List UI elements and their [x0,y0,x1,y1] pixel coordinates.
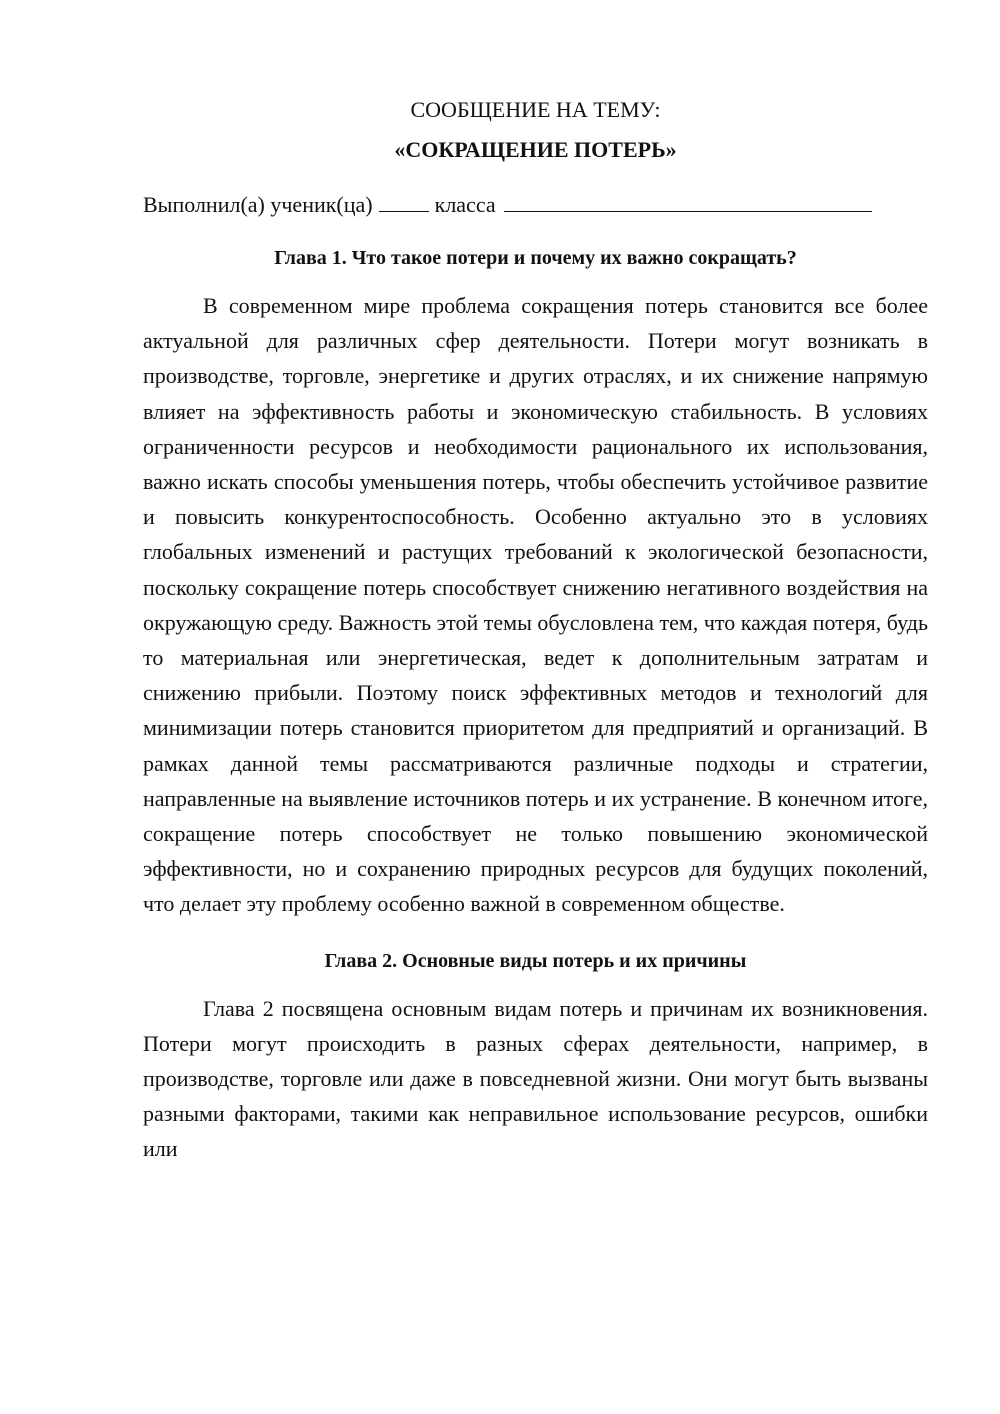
chapter-2-paragraph: Глава 2 посвящена основным видам потерь и причинам их возникновения. Потери могут происходить в разных сферах деятельности, например, в производстве, торговле или даже в повседневной жизни. Они могут быть вызваны разными факторами, такими как неправильное использование ресурсов, ошибки или [143,995,928,1162]
student-name-blank [504,189,872,212]
title-line-1: СООБЩЕНИЕ НА ТЕМУ: [410,97,661,122]
chapter-1-paragraph: В современном мире проблема сокращения потерь становится все более актуальной для различных сфер деятельности. Потери могут возникать в производстве, торговле, энергетике и других отраслях, и их снижение напрямую влияет на эффективность работы и экономическую стабильность. В условиях ограниченности ресурсов и необходимости рационального их использования, важно искать способы уменьшения потерь, чтобы обеспечить устойчивое развитие и повысить конкурентоспособность. Особенно актуально это в условиях глобальных изменений и растущих требований к экологической безопасности, поскольку сокращение потерь способствует снижению негативного воздействия на окружающую среду. Важность этой темы обусловлена тем, что каждая потеря, будь то материальная или энергетическая, ведет к дополнительным затратам и снижению прибыли. Поэтому поиск эффективных методов и технологий для минимизации потерь становится приоритетом для предприятий и организаций. В рамках данной темы рассматриваются различные подходы и стратегии, направленные на выявление источников потерь и их устранение. В конечном итоге, сокращение потерь способствует не только повышению экономической эффективности, но и сохранению природных ресурсов для будущих поколений, что делает эту проблему особенно важной в современном обществе. [143,293,928,917]
class-label: класса [434,192,496,217]
title-line-2: «СОКРАЩЕНИЕ ПОТЕРЬ» [394,137,677,162]
chapter-2-heading: Глава 2. Основные виды потерь и их причины [324,949,747,972]
author-line [143,187,928,223]
document-content [143,92,928,1167]
class-number-blank [379,189,429,212]
author-prefix: Выполнил(а) ученик(ца) [143,192,373,217]
chapter-1-heading: Глава 1. Что такое потери и почему их важно сокращать? [274,247,797,269]
